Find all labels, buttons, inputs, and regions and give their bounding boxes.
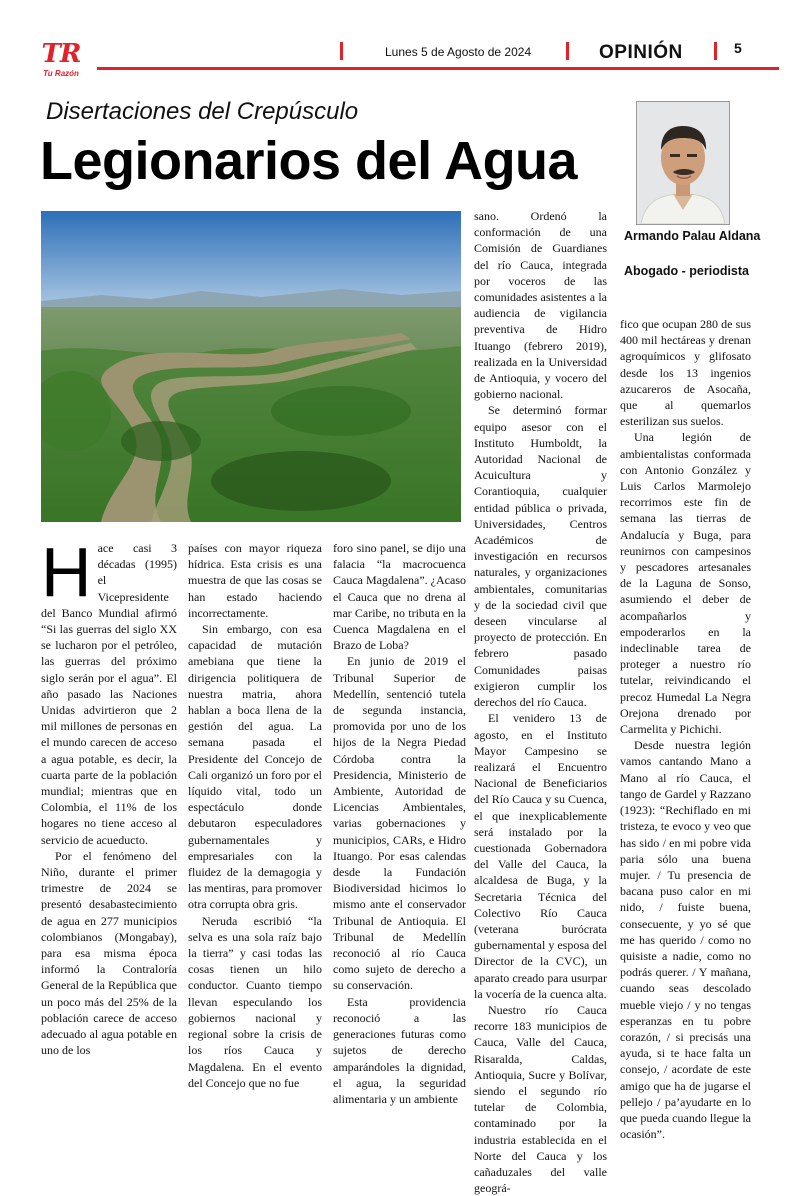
paragraph: En junio de 2019 el Tribunal Superior de Medellín, sentenció tutela de segunda instancia, promovida por uno de los hijos de la Negra Piedad Córdoba contra la Presidencia, Ministerio de Ambiente, Autoridad de Licencias Ambientales, varias gobernaciones y municipios, CARs, e Hidro Ituango. Por esas calendas desde la Fundación Biodiversidad hicimos lo mismo ante el conservador Tribunal de Antioquia. El Tribunal de Medellín reconoció al río Cauca como sujeto de derecho a su conservación. <box>333 654 466 993</box>
paragraph: países con mayor riqueza hídrica. Esta crisis es una muestra de que las cosas se han estado haciendo incorrectamente. <box>188 541 322 620</box>
author-portrait-image <box>637 102 729 224</box>
paragraph: Sin embargo, con esa capacidad de mutación amebiana que tiene la dirigencia politiquera de nuestra matria, ahora hablan a boca llena de la gestión del agua. La semana pasada el Presidente del Concejo de Cali organizó un foro por el líquido vital, todo un espectáculo donde debutaron especuladores gubernamentales y empresariales con la fluidez de la demagogia y las mentiras, para promover otra corrupta obra gris. <box>188 622 322 912</box>
river-landscape-image <box>41 211 461 522</box>
paragraph: Por el fenómeno del Niño, durante el primer trimestre de 2024 se presentó desabastecimiento de agua en 277 municipios colombianos (Mongabay), para esa misma época informó la Contraloría General de la República que un poco más del 25% de la población carece de acceso adecuado al agua potable en uno de los <box>41 848 177 1058</box>
paragraph: fico que ocupan 280 de sus 400 mil hectáreas y drenan agroquímicos y glifosato desde los 13 ingenios azucareros de Asocaña, que al quemarlos esterilizan sus suelos. <box>620 317 751 429</box>
paragraph: Se determinó formar equipo asesor con el Instituto Humboldt, la Autoridad Nacional de Acuicultura y Corantioquia, cualquier entidad pública o privada, Universidades, Centros Académicos de investigación en recursos naturales, y organizaciones ambientales, comunitarias y de la sociedad civil que deseen vincularse al proyecto de protección. En febrero pasado Comunidades paisas exigieron cumplir los derechos del río Cauca. <box>474 403 607 710</box>
article-column-1 <box>41 533 177 1059</box>
article-column-2 <box>188 540 322 1091</box>
newspaper-logo <box>37 40 85 82</box>
column-kicker: Disertaciones del Crepúsculo <box>46 98 359 125</box>
paragraph: Neruda escribió “la selva es una sola raíz bajo la tierra” y casi todas las cosas tienen un hilo conductor. Cuanto tiempo llevan especulando los gobiernos nacional y regional sobre la crisis de los ríos Cauca y Magdalena. En el evento del Concejo que no fue <box>188 913 322 1090</box>
header-divider <box>566 42 569 60</box>
drop-cap: H <box>41 533 92 611</box>
author-role: Abogado - periodista <box>624 264 749 278</box>
paragraph: Esta providencia reconoció a las generaciones futuras como sujetos de derecho amparándoles la dignidad, el agua, la seguridad alimentaria y un ambiente <box>333 994 466 1106</box>
paragraph: Desde nuestra legión vamos cantando Mano a Mano al río Cauca, el tango de Gardel y Razzano (1923): “Rechiflado en mi tristeza, te evoco y veo que has sido / en mi pobre vida paria sólo una buena mujer. / Tu presencia de bacana puso calor en mi nido, / fuiste buena, consecuente, y yo sé que me has querido / como no quisiste a nadie, como no podrás querer. / Y mañana, cuando seas descolado mueble viejo / y no tengas esperanzas en tu pobre corazón, / si precisás una ayuda, si te hace falta un consejo, / acordate de este amigo que ha de jugarse el pellejo / pa’ayudarte en lo que pueda cuando llegue la ocasión”. <box>620 738 751 1142</box>
header-rule <box>97 67 779 70</box>
river-aerial-photo <box>41 211 461 522</box>
article-column-4 <box>474 208 607 1196</box>
article-column-5 <box>620 316 751 1142</box>
paragraph: Una legión de ambientalistas conformada con Antonio González y Luis Carlos Marmolejo recorrimos este fin de semana las tierras de Andalucía y Buga, para reunirnos con campesinos y pescadores artesanales de la Laguna de Sonso, asumiendo el deber de acompañarlos y empoderarlos en la indeclinable tarea de proteger a nuestro río tutelar, reivindicando el precoz Humedal La Negra Orejona drenado por Carmelita y Pichichi. <box>620 430 751 737</box>
author-photo <box>636 101 730 225</box>
author-name: Armando Palau Aldana <box>624 229 761 243</box>
paragraph: sano. Ordenó la conformación de una Comisión de Guardianes del río Cauca, integrada por voceros de las comunidades asistentes a la audiencia de vigilancia preventiva de Hidro Ituango (febrero 2019), realizada en la Universidad de Antioquia, y vocero del gobierno nacional. <box>474 209 607 402</box>
section-label: OPINIÓN <box>599 42 683 63</box>
page-number: 5 <box>734 40 742 56</box>
article-title: Legionarios del Agua <box>40 131 578 191</box>
paragraph: foro sino panel, se dijo una falacia “la macrocuenca Cauca Magdalena”. ¿Acaso el Cauca que no drena al mar Caribe, no tributa en la Cuenca Magdalena en el Brazo de Loba? <box>333 541 466 653</box>
paragraph: ace casi 3 décadas (1995) el Vicepresidente del Banco Mundial afirmó “Si las guerras del siglo XX se lucharon por el petróleo, las guerras del próximo siglo serán por el agua”. El año pasado las Naciones Unidas advirtieron que 2 mil millones de personas en el mundo carecen de acceso a agua potable, es decir, la cuarta parte de la población mundial; mientras que en Colombia, el 11% de los hogares no tiene acceso al servicio de acueducto. <box>41 541 177 847</box>
header-divider <box>714 42 717 60</box>
paragraph: El venidero 13 de agosto, en el Instituto Mayor Campesino se realizará el Encuentro Nacional de Beneficiarios del Río Cauca y su Cuenca, el que inexplicablemente será instalado por la cuestionada Gobernadora del Valle del Cauca, la alcaldesa de Buga, y la Secretaria Técnica del Colectivo Río Cauca (veterana burócrata gubernamental y esposa del Director de la CVC), un aparato creado para usurpar la vocería de la cuenca alta. <box>474 711 607 1001</box>
paragraph: Nuestro río Cauca recorre 183 municipios de Cauca, Valle del Cauca, Risaralda, Caldas, Antioquia, Sucre y Bolívar, siendo el segundo río tutelar de Colombia, contaminado por la industria establecida en el Norte del Cauca y los cañaduzales del valle geográ- <box>474 1002 607 1196</box>
logo-name: Tu Razón <box>43 69 79 78</box>
article-column-3 <box>333 540 466 1107</box>
header-divider <box>340 42 343 60</box>
logo-monogram: TR <box>41 39 81 69</box>
issue-date: Lunes 5 de Agosto de 2024 <box>385 45 532 59</box>
